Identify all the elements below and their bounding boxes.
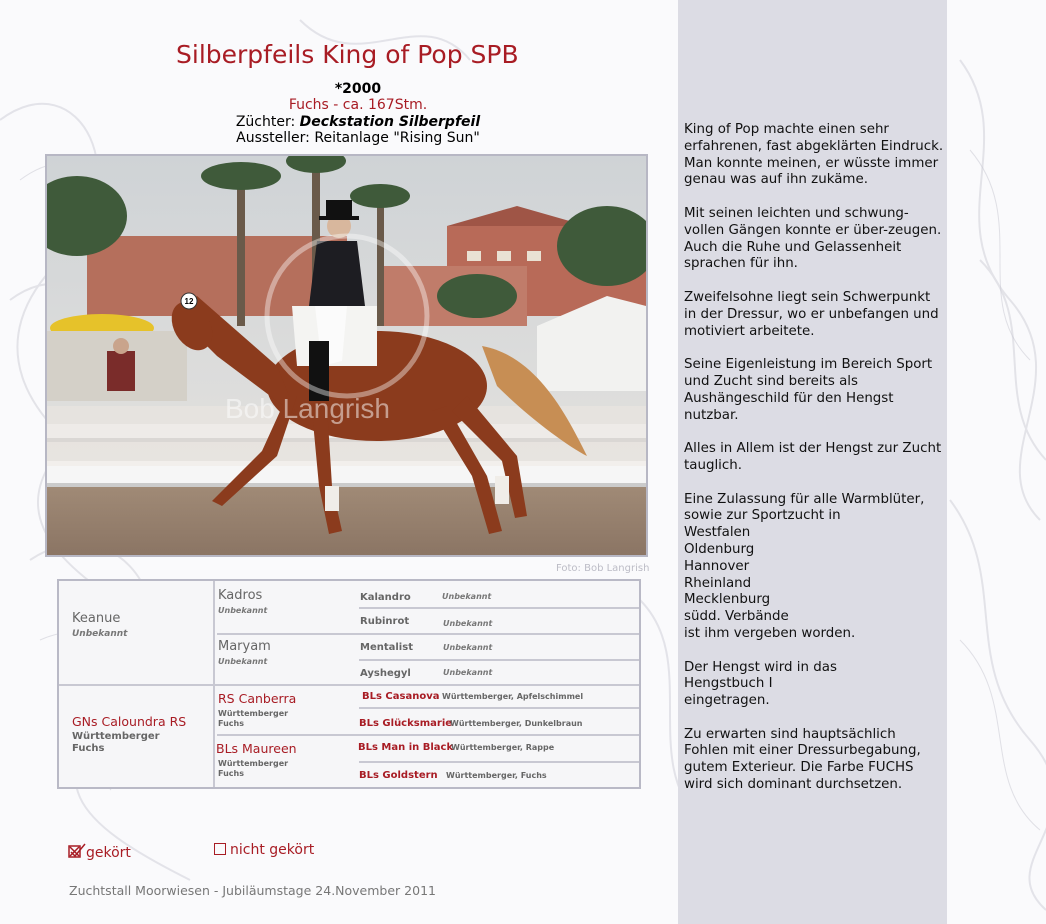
ancestor-name: Kalandro [360, 592, 411, 603]
dam-sire-name: RS Canberra [218, 691, 297, 706]
description-paragraph: Der Hengst wird in das Hengstbuch I eingetragen. [684, 659, 837, 709]
ancestor-name: BLs Glücksmarie [359, 718, 453, 729]
breeder-label: Züchter: [235, 114, 300, 130]
ancestor-info: Württemberger, Fuchs [446, 771, 547, 780]
horse-number-text: 12 [184, 297, 194, 306]
breeder-line [180, 114, 536, 130]
ancestor-name: BLs Man in Black [358, 742, 454, 753]
not-approved-label: nicht gekört [230, 842, 315, 858]
dam-sire-color: Fuchs [218, 719, 244, 728]
dam-breed: Württemberger [72, 731, 160, 742]
sire-dam-info: Unbekannt [218, 657, 268, 666]
sire-dam-name: Maryam [218, 639, 271, 654]
pedigree-divider [213, 581, 215, 787]
color-size: Fuchs - ca. 167Stm. [288, 97, 428, 113]
region-item: Mecklenburg [684, 592, 771, 608]
ancestor-name: Mentalist [360, 642, 413, 653]
dam-dam-breed: Württemberger [218, 759, 289, 768]
footer-text: Zuchtstall Moorwiesen - Jubiläumstage 24.November 2011 [69, 883, 436, 898]
pedigree-table [57, 579, 641, 789]
description-paragraph: Zweifelsohne liegt sein Schwerpunkt in der Dressur, wo er unbefangen und motiviert arbeitete. [684, 289, 939, 339]
dam-sire-breed: Württemberger [218, 709, 289, 718]
description-paragraph-approval [684, 492, 944, 643]
approved-checkbox[interactable] [68, 843, 131, 861]
description-paragraph: Mit seinen leichten und schwung-vollen Gängen konnte er über-zeugen. Auch die Ruhe und Gelassenheit sprachen für ihn. [684, 205, 942, 272]
approval-intro: Eine Zulassung für alle Warmblüter, sowie zur Sportzucht in [684, 491, 925, 524]
ancestor-name: Ayshegyl [360, 668, 411, 679]
dam-dam-color: Fuchs [218, 769, 244, 778]
dam-dam-name: BLs Maureen [216, 741, 297, 756]
pedigree-divider [59, 684, 639, 686]
description-paragraph: Alles in Allem ist der Hengst zur Zucht tauglich. [684, 441, 942, 473]
region-item: Oldenburg [684, 541, 755, 557]
description-paragraph: King of Pop machte einen sehr erfahrenen, fast abgeklärten Eindruck. Man konnte meinen, er wüsste immer genau was auf ihn zukäme. [684, 122, 944, 188]
region-item: Hannover [684, 558, 750, 574]
photo-credit: Foto: Bob Langrish [556, 563, 650, 574]
pedigree-divider [359, 761, 639, 763]
region-item: südd. Verbände [684, 609, 789, 625]
description-paragraph: Zu erwarten sind hauptsächlich Fohlen mit einer Dressurbegabung, gutem Exterieur. Die Farbe FUCHS wird sich dominant durchsetzen. [684, 726, 921, 793]
sire-name: Keanue [72, 611, 121, 626]
ancestor-info: Unbekannt [443, 619, 493, 628]
breeder-name: Deckstation Silberpfeil [299, 114, 481, 130]
exhibitor-line: Aussteller: Reitanlage "Rising Sun" [236, 130, 480, 146]
ancestor-name: BLs Goldstern [359, 770, 438, 781]
ancestor-info: Württemberger, Dunkelbraun [450, 719, 583, 728]
not-approved-checkbox[interactable] [214, 842, 314, 858]
pedigree-divider [359, 659, 639, 661]
birth-year: *2000 [334, 81, 382, 97]
page-title: Silberpfeils King of Pop SPB [176, 40, 519, 69]
ancestor-info: Württemberger, Rappe [451, 743, 555, 752]
pedigree-divider [217, 734, 639, 736]
sire-info: Unbekannt [72, 629, 128, 639]
pedigree-divider [359, 707, 639, 709]
ancestor-name: Rubinrot [360, 616, 410, 627]
description-text [684, 122, 944, 811]
dam-name: GNs Caloundra RS [72, 714, 187, 729]
ancestor-info: Unbekannt [442, 592, 492, 601]
region-item: Westfalen [684, 525, 751, 541]
ancestor-info: Unbekannt [443, 668, 493, 677]
sire-sire-name: Kadros [218, 588, 263, 603]
approved-label: gekört [86, 845, 131, 861]
description-paragraph: Seine Eigenleistung im Bereich Sport und Zucht sind bereits als Aushängeschild für den Hengst nutzbar. [684, 357, 933, 423]
ancestor-info: Württemberger, Apfelschimmel [442, 692, 584, 701]
checked-box-icon [68, 843, 86, 859]
region-item: Rheinland [684, 575, 752, 591]
approval-outro: ist ihm vergeben worden. [684, 625, 856, 641]
photo-watermark: Bob Langrish [225, 393, 391, 424]
horse-photo [45, 154, 648, 557]
sire-sire-info: Unbekannt [218, 606, 268, 615]
pedigree-divider [217, 633, 639, 635]
pedigree-divider [359, 607, 639, 609]
empty-box-icon [214, 843, 226, 855]
ancestor-info: Unbekannt [443, 643, 493, 652]
dam-color: Fuchs [72, 743, 105, 754]
ancestor-name: BLs Casanova [362, 691, 440, 702]
